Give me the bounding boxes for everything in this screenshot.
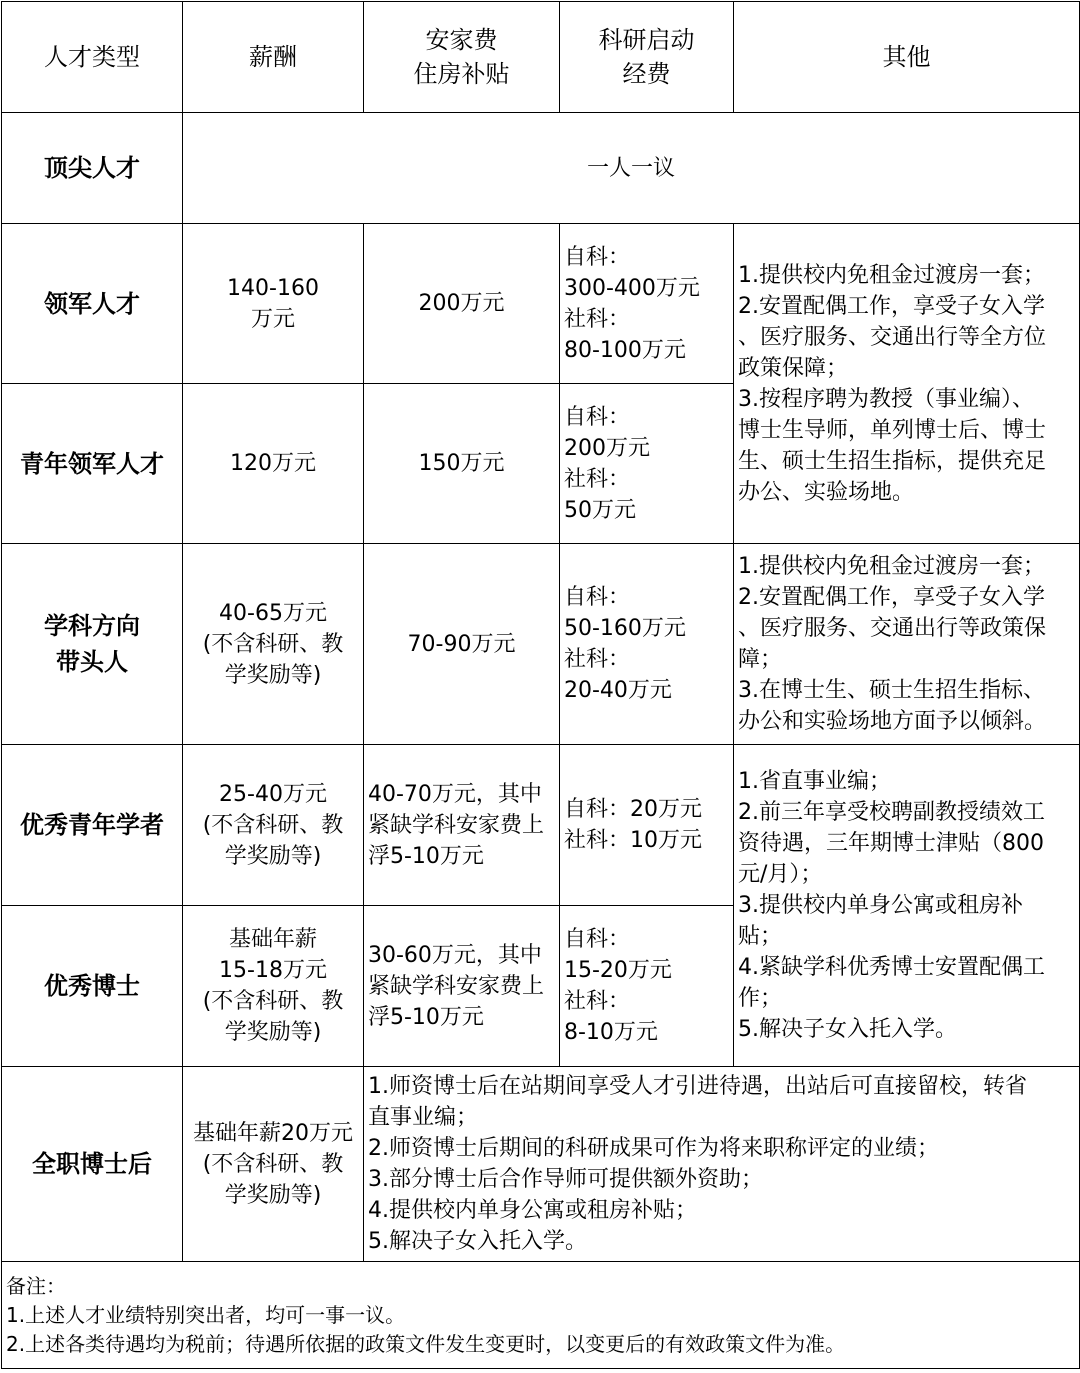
category-discipline-leader bbox=[2, 544, 183, 745]
young-leading-research-line1: 自科： bbox=[564, 404, 631, 430]
leading-group-other bbox=[734, 224, 1080, 544]
header-housing bbox=[364, 2, 560, 113]
young-leading-research bbox=[560, 384, 734, 544]
phd-research bbox=[560, 906, 734, 1067]
young-scholar-housing-line1: 40-70万元，其中 bbox=[368, 781, 542, 807]
discipline-other-line2: 2.安置配偶工作，享受子女入学 bbox=[738, 585, 1045, 610]
discipline-research bbox=[560, 544, 734, 745]
phd-housing-line3: 浮5-10万元 bbox=[368, 1004, 484, 1030]
postdoc-salary-line2: (不含科研、教 bbox=[202, 1151, 344, 1177]
group1-other-line8: 办公、实验场地。 bbox=[738, 479, 915, 505]
phd-salary-line3: (不含科研、教 bbox=[202, 989, 344, 1014]
category-leading-talent: 领军人才 bbox=[2, 224, 183, 384]
phd-salary bbox=[183, 906, 364, 1067]
discipline-salary bbox=[183, 544, 364, 745]
young-scholar-group-other bbox=[734, 745, 1080, 1067]
group2-other-line4: 元/月）； bbox=[738, 862, 823, 887]
category-young-leading-talent: 青年领军人才 bbox=[2, 384, 183, 544]
postdoc-benefit-line4: 3.部分博士后合作导师可提供额外资助； bbox=[368, 1167, 763, 1192]
group2-other-line1: 1.省直事业编； bbox=[738, 769, 891, 794]
group2-other-line2: 2.前三年享受校聘副教授绩效工 bbox=[738, 800, 1045, 825]
category-young-scholar: 优秀青年学者 bbox=[2, 745, 183, 906]
row-notes bbox=[2, 1262, 1080, 1369]
postdoc-benefit-line5: 4.提供校内单身公寓或租房补贴； bbox=[368, 1198, 697, 1223]
discipline-salary-line2: (不含科研、教 bbox=[202, 631, 344, 657]
discipline-salary-line3: 学奖励等) bbox=[224, 662, 322, 688]
young-scholar-research bbox=[560, 745, 734, 906]
postdoc-benefit-line3: 2.师资博士后期间的科研成果可作为将来职称评定的业绩； bbox=[368, 1136, 939, 1161]
young-scholar-salary bbox=[183, 745, 364, 906]
group1-other-line4: 政策保障； bbox=[738, 355, 849, 381]
discipline-salary-line1: 40-65万元 bbox=[219, 600, 327, 626]
phd-research-line3: 社科： bbox=[564, 989, 631, 1014]
postdoc-benefits bbox=[364, 1067, 1080, 1262]
row-leading-talent bbox=[2, 224, 1080, 384]
leading-research-line4: 80-100万元 bbox=[564, 337, 686, 363]
young-scholar-salary-line2: (不含科研、教 bbox=[202, 812, 344, 838]
young-leading-salary: 120万元 bbox=[183, 384, 364, 544]
discipline-other-line6: 办公和实验场地方面予以倾斜。 bbox=[738, 709, 1047, 734]
young-leading-research-line2: 200万元 bbox=[564, 435, 650, 461]
discipline-research-line3: 社科： bbox=[564, 647, 631, 672]
header-housing-line2: 住房补贴 bbox=[413, 60, 510, 88]
discipline-other-line3: 、医疗服务、交通出行等政策保 bbox=[738, 616, 1047, 641]
phd-salary-line2: 15-18万元 bbox=[219, 958, 327, 983]
discipline-other-line1: 1.提供校内免租金过渡房一套； bbox=[738, 554, 1045, 579]
notes-line1: 1.上述人才业绩特别突出者，均可一事一议。 bbox=[6, 1303, 406, 1327]
discipline-research-line1: 自科： bbox=[564, 585, 631, 610]
phd-housing-line1: 30-60万元，其中 bbox=[368, 942, 542, 968]
group2-other-line7: 4.紧缺学科优秀博士安置配偶工 bbox=[738, 955, 1045, 980]
group2-other-line9: 5.解决子女入托入学。 bbox=[738, 1017, 957, 1042]
group2-other-line6: 贴； bbox=[738, 924, 783, 949]
category-postdoc: 全职博士后 bbox=[2, 1067, 183, 1262]
discipline-research-line2: 50-160万元 bbox=[564, 616, 686, 641]
phd-research-line4: 8-10万元 bbox=[564, 1020, 658, 1045]
phd-housing-line2: 紧缺学科安家费上 bbox=[368, 973, 545, 999]
young-scholar-housing bbox=[364, 745, 560, 906]
header-talent-type: 人才类型 bbox=[2, 2, 183, 113]
group1-other-line1: 1.提供校内免租金过渡房一套； bbox=[738, 262, 1045, 288]
postdoc-salary bbox=[183, 1067, 364, 1262]
postdoc-salary-line3: 学奖励等) bbox=[224, 1182, 322, 1208]
young-leading-research-line3: 社科： bbox=[564, 466, 631, 492]
header-salary: 薪酬 bbox=[183, 2, 364, 113]
leading-salary bbox=[183, 224, 364, 384]
group1-other-line3: 、医疗服务、交通出行等全方位 bbox=[738, 324, 1047, 350]
notes bbox=[2, 1262, 1080, 1369]
phd-housing bbox=[364, 906, 560, 1067]
young-scholar-housing-line2: 紧缺学科安家费上 bbox=[368, 812, 545, 838]
notes-line2: 2.上述各类待遇均为税前；待遇所依据的政策文件发生变更时，以变更后的有效政策文件为准。 bbox=[6, 1332, 846, 1356]
row-top-talent bbox=[2, 113, 1080, 224]
category-top-talent: 顶尖人才 bbox=[2, 113, 183, 224]
postdoc-benefit-line2: 直事业编； bbox=[368, 1105, 479, 1130]
header-research-line2: 经费 bbox=[622, 60, 671, 88]
top-talent-negotiated: 一人一议 bbox=[183, 113, 1080, 224]
leading-salary-line2: 万元 bbox=[250, 306, 295, 332]
header-other: 其他 bbox=[734, 2, 1080, 113]
leading-research-line2: 300-400万元 bbox=[564, 275, 700, 301]
young-scholar-housing-line3: 浮5-10万元 bbox=[368, 843, 484, 869]
group2-other-line3: 资待遇，三年期博士津贴（800 bbox=[738, 831, 1044, 856]
discipline-research-line4: 20-40万元 bbox=[564, 678, 672, 703]
header-research-funding bbox=[560, 2, 734, 113]
discipline-housing: 70-90万元 bbox=[364, 544, 560, 745]
group1-other-line6: 博士生导师，单列博士后、博士 bbox=[738, 417, 1047, 443]
header-row bbox=[2, 2, 1080, 113]
header-housing-line1: 安家费 bbox=[425, 26, 498, 54]
postdoc-benefit-line6: 5.解决子女入托入学。 bbox=[368, 1229, 587, 1254]
phd-salary-line4: 学奖励等) bbox=[224, 1020, 322, 1045]
row-discipline-leader bbox=[2, 544, 1080, 745]
discipline-other-line4: 障； bbox=[738, 647, 783, 672]
young-scholar-research-line2: 社科：10万元 bbox=[564, 828, 702, 853]
phd-research-line1: 自科： bbox=[564, 927, 631, 952]
row-young-scholar bbox=[2, 745, 1080, 906]
leading-research-line1: 自科： bbox=[564, 244, 631, 270]
leading-research bbox=[560, 224, 734, 384]
leading-salary-line1: 140-160 bbox=[227, 275, 319, 301]
discipline-category-line1: 学科方向 bbox=[44, 612, 140, 640]
phd-research-line2: 15-20万元 bbox=[564, 958, 672, 983]
group1-other-line7: 生、硕士生招生指标，提供充足 bbox=[738, 448, 1047, 474]
postdoc-salary-line1: 基础年薪20万元 bbox=[193, 1120, 353, 1146]
header-research-line1: 科研启动 bbox=[598, 26, 695, 54]
group2-other-line8: 作； bbox=[738, 986, 783, 1011]
row-postdoc bbox=[2, 1067, 1080, 1262]
discipline-category-line2: 带头人 bbox=[56, 648, 128, 676]
young-leading-housing: 150万元 bbox=[364, 384, 560, 544]
discipline-other-line5: 3.在博士生、硕士生招生指标、 bbox=[738, 678, 1045, 703]
group1-other-line5: 3.按程序聘为教授（事业编）、 bbox=[738, 386, 1034, 412]
young-scholar-research-line1: 自科：20万元 bbox=[564, 797, 702, 822]
young-scholar-salary-line1: 25-40万元 bbox=[219, 781, 327, 807]
young-leading-research-line4: 50万元 bbox=[564, 497, 636, 523]
leading-research-line3: 社科： bbox=[564, 306, 631, 332]
group2-other-line5: 3.提供校内单身公寓或租房补 bbox=[738, 893, 1023, 918]
category-excellent-phd: 优秀博士 bbox=[2, 906, 183, 1067]
group1-other-line2: 2.安置配偶工作，享受子女入学 bbox=[738, 293, 1045, 319]
young-scholar-salary-line3: 学奖励等) bbox=[224, 843, 322, 869]
discipline-other bbox=[734, 544, 1080, 745]
postdoc-benefit-line1: 1.师资博士后在站期间享受人才引进待遇，出站后可直接留校，转省 bbox=[368, 1074, 1027, 1099]
notes-title: 备注： bbox=[6, 1274, 66, 1298]
phd-salary-line1: 基础年薪 bbox=[228, 927, 317, 952]
leading-housing: 200万元 bbox=[364, 224, 560, 384]
talent-benefits-table bbox=[1, 1, 1080, 1369]
